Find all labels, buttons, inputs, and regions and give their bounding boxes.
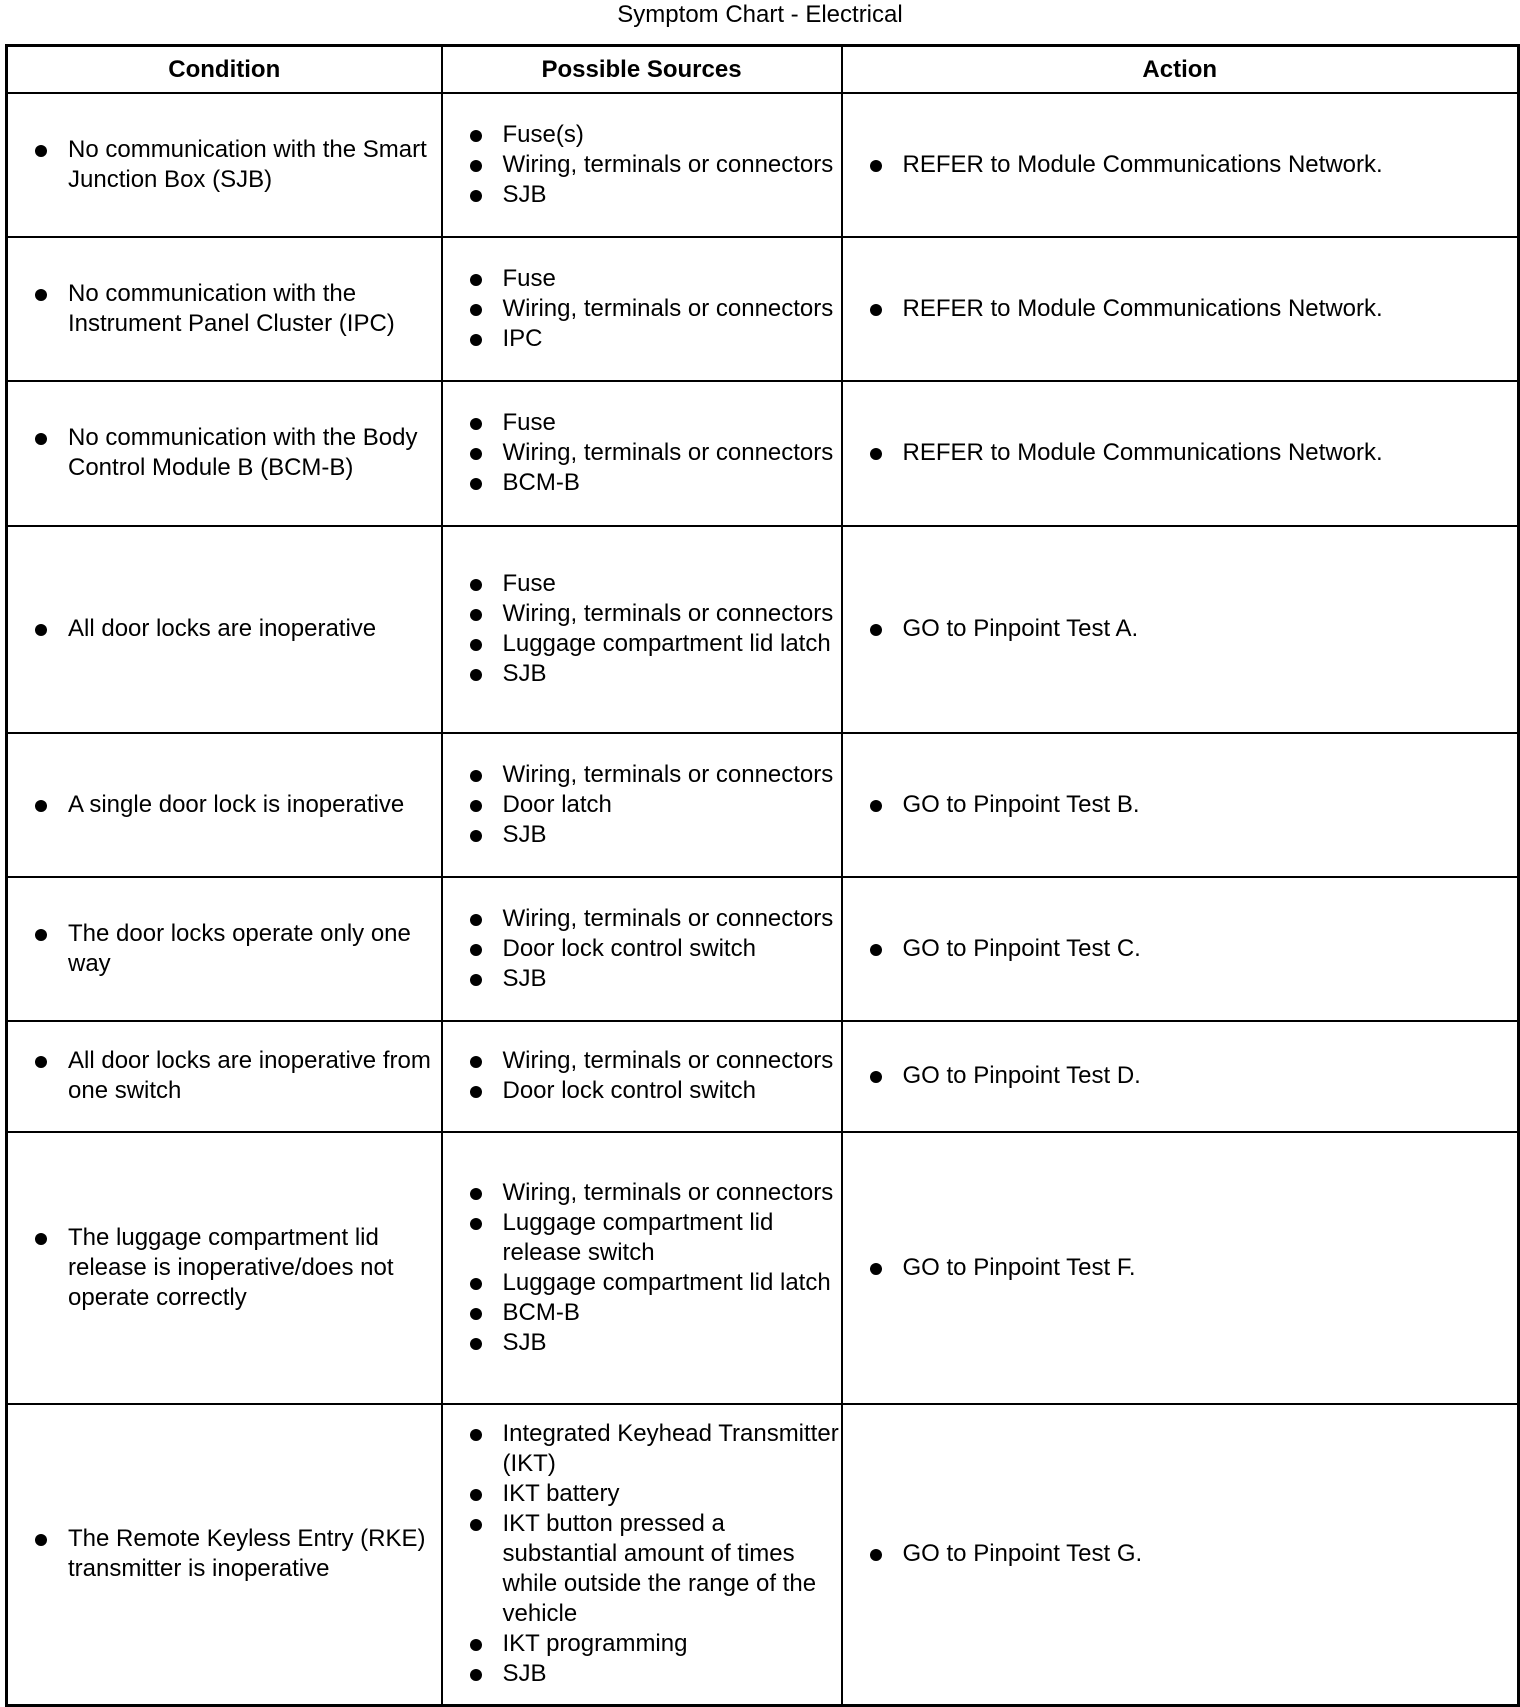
source-item: Door latch <box>443 790 841 820</box>
condition-cell <box>7 1132 442 1404</box>
source-item: SJB <box>443 1328 841 1358</box>
source-item: Wiring, terminals or connectors <box>443 904 841 934</box>
action-cell <box>842 877 1519 1021</box>
table-row <box>7 877 1519 1021</box>
source-item: Door lock control switch <box>443 1076 841 1106</box>
source-item: IPC <box>443 324 841 354</box>
condition-text: No communication with the Body Control Module B (BCM-B) <box>8 423 437 483</box>
table-row <box>7 237 1519 381</box>
symptom-chart-table <box>5 44 1520 1707</box>
source-item: Fuse <box>443 569 841 599</box>
source-item: Luggage compartment lid latch <box>443 1268 841 1298</box>
possible-sources-cell <box>442 93 842 237</box>
chart-title: Symptom Chart - Electrical <box>617 1 903 28</box>
table-row <box>7 1132 1519 1404</box>
condition-text: The Remote Keyless Entry (RKE) transmitter is inoperative <box>8 1524 437 1584</box>
action-cell <box>842 1132 1519 1404</box>
source-item: Fuse(s) <box>443 120 841 150</box>
source-item: Fuse <box>443 408 841 438</box>
possible-sources-cell <box>442 733 842 877</box>
possible-sources-cell <box>442 1021 842 1132</box>
possible-sources-cell <box>442 237 842 381</box>
source-item: IKT button pressed a substantial amount of times while outside the range of the vehicle <box>443 1509 841 1629</box>
source-item: SJB <box>443 820 841 850</box>
possible-sources-cell <box>442 877 842 1021</box>
source-item: Wiring, terminals or connectors <box>443 599 841 629</box>
condition-cell <box>7 1021 442 1132</box>
condition-cell <box>7 1404 442 1705</box>
source-item: Luggage compartment lid release switch <box>443 1208 841 1268</box>
source-item: Door lock control switch <box>443 934 841 964</box>
source-item: Wiring, terminals or connectors <box>443 1178 841 1208</box>
source-item: SJB <box>443 659 841 689</box>
action-text: REFER to Module Communications Network. <box>843 438 1514 468</box>
action-text: GO to Pinpoint Test G. <box>843 1539 1514 1569</box>
action-cell <box>842 381 1519 526</box>
action-text: REFER to Module Communications Network. <box>843 294 1514 324</box>
source-item: Luggage compartment lid latch <box>443 629 841 659</box>
condition-text: The luggage compartment lid release is inoperative/does not operate correctly <box>8 1223 437 1313</box>
source-item: IKT battery <box>443 1479 841 1509</box>
condition-cell <box>7 381 442 526</box>
possible-sources-cell <box>442 526 842 733</box>
action-text: GO to Pinpoint Test C. <box>843 934 1514 964</box>
condition-cell <box>7 733 442 877</box>
possible-sources-cell <box>442 1132 842 1404</box>
source-item: BCM-B <box>443 468 841 498</box>
condition-cell <box>7 526 442 733</box>
action-cell <box>842 1404 1519 1705</box>
action-cell <box>842 733 1519 877</box>
condition-cell <box>7 237 442 381</box>
header-action: Action <box>842 46 1519 94</box>
condition-text: No communication with the Smart Junction Box (SJB) <box>8 135 437 195</box>
action-text: GO to Pinpoint Test B. <box>843 790 1514 820</box>
possible-sources-cell <box>442 381 842 526</box>
source-item: Wiring, terminals or connectors <box>443 1046 841 1076</box>
condition-text: The door locks operate only one way <box>8 919 437 979</box>
action-text: REFER to Module Communications Network. <box>843 150 1514 180</box>
table-row <box>7 1404 1519 1705</box>
condition-cell <box>7 877 442 1021</box>
action-cell <box>842 93 1519 237</box>
header-condition: Condition <box>7 46 442 94</box>
condition-text: All door locks are inoperative <box>8 614 437 644</box>
table-row <box>7 381 1519 526</box>
condition-text: All door locks are inoperative from one switch <box>8 1046 437 1106</box>
action-cell <box>842 237 1519 381</box>
table-row <box>7 1021 1519 1132</box>
header-row <box>7 46 1519 94</box>
source-item: SJB <box>443 1659 841 1689</box>
possible-sources-cell <box>442 1404 842 1705</box>
source-item: BCM-B <box>443 1298 841 1328</box>
table-row <box>7 93 1519 237</box>
source-item: Wiring, terminals or connectors <box>443 294 841 324</box>
action-text: GO to Pinpoint Test A. <box>843 614 1514 644</box>
table-row <box>7 733 1519 877</box>
action-cell <box>842 526 1519 733</box>
condition-text: No communication with the Instrument Panel Cluster (IPC) <box>8 279 437 339</box>
table-row <box>7 526 1519 733</box>
source-item: Wiring, terminals or connectors <box>443 438 841 468</box>
condition-cell <box>7 93 442 237</box>
source-item: Integrated Keyhead Transmitter (IKT) <box>443 1419 841 1479</box>
action-text: GO to Pinpoint Test F. <box>843 1253 1514 1283</box>
source-item: Wiring, terminals or connectors <box>443 150 841 180</box>
source-item: SJB <box>443 964 841 994</box>
source-item: SJB <box>443 180 841 210</box>
table-body <box>7 93 1519 1705</box>
condition-text: A single door lock is inoperative <box>8 790 437 820</box>
action-cell <box>842 1021 1519 1132</box>
source-item: Wiring, terminals or connectors <box>443 760 841 790</box>
action-text: GO to Pinpoint Test D. <box>843 1061 1514 1091</box>
source-item: Fuse <box>443 264 841 294</box>
header-possible-sources: Possible Sources <box>442 46 842 94</box>
source-item: IKT programming <box>443 1629 841 1659</box>
